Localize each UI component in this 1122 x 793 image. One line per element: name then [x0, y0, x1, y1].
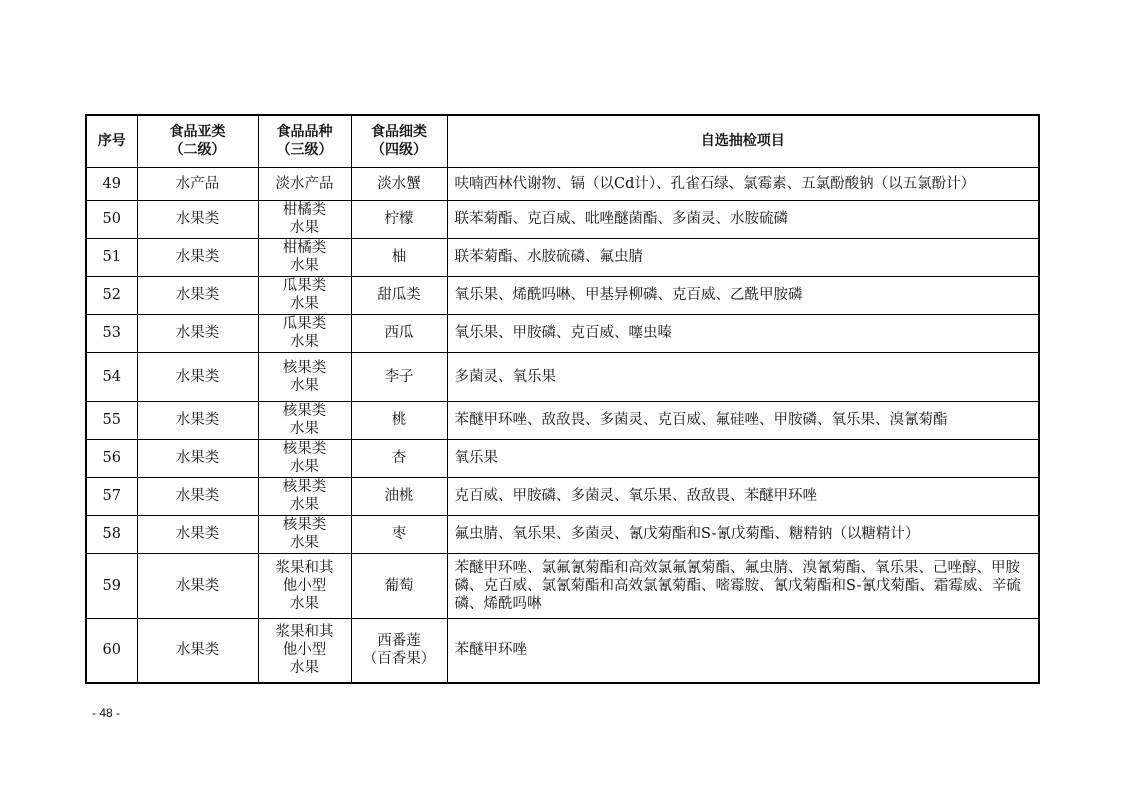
table-row [86, 477, 1039, 515]
cell-items: 苯醚甲环唑 [447, 618, 1039, 683]
cell-seq: 51 [86, 238, 137, 276]
variety-line: 核果类 [282, 517, 327, 533]
variety-line: 水果 [290, 421, 319, 437]
cell-items: 联苯菊酯、克百威、吡唑醚菌酯、多菌灵、水胺硫磷 [447, 200, 1039, 238]
fine-category-line: 甜瓜类 [377, 287, 421, 303]
fine-category-line: 西番莲 [377, 633, 421, 650]
table-row [86, 401, 1039, 439]
cell-variety [258, 276, 351, 314]
fine-category-line: 淡水蟹 [377, 175, 421, 192]
variety-line: 柑橘类 [282, 202, 327, 218]
page-number: - 48 - [92, 706, 121, 720]
header-seq: 序号 [86, 115, 137, 167]
header-fine-level: （四级） [371, 142, 427, 159]
variety-line: 水果 [290, 660, 319, 677]
cell-subcategory: 水果类 [137, 477, 258, 515]
header-subcategory [137, 115, 258, 167]
variety-line: 瓜果类 [282, 278, 327, 294]
cell-fine-category [351, 553, 447, 618]
fine-category-line: 桃 [391, 412, 407, 428]
cell-fine-category [351, 515, 447, 553]
cell-fine-category [351, 238, 447, 276]
variety-line: 淡水产品 [275, 175, 334, 192]
cell-fine-category [351, 167, 447, 200]
variety-line: 核果类 [282, 359, 327, 376]
cell-items: 苯醚甲环唑、敌敌畏、多菌灵、克百威、氟硅唑、甲胺磷、氧乐果、溴氰菊酯 [447, 401, 1039, 439]
cell-fine-category [351, 200, 447, 238]
cell-fine-category [351, 352, 447, 401]
variety-line: 水果 [290, 595, 319, 612]
variety-line: 浆果和其 [275, 559, 334, 576]
variety-line: 水果 [290, 459, 319, 475]
header-variety [258, 115, 351, 167]
table-row [86, 314, 1039, 352]
table-row [86, 167, 1039, 200]
cell-subcategory: 水果类 [137, 200, 258, 238]
cell-seq: 57 [86, 477, 137, 515]
fine-category-line: 杏 [391, 450, 407, 466]
cell-items: 呋喃西林代谢物、镉（以Cd计）、孔雀石绿、氯霉素、五氯酚酸钠（以五氯酚计） [447, 167, 1039, 200]
variety-line: 核果类 [282, 441, 327, 457]
variety-line: 水果 [290, 334, 319, 350]
cell-subcategory: 水果类 [137, 314, 258, 352]
cell-variety [258, 477, 351, 515]
fine-category-line: （百香果） [362, 651, 436, 668]
cell-seq: 49 [86, 167, 137, 200]
table-row [86, 200, 1039, 238]
cell-items: 苯醚甲环唑、氯氟氰菊酯和高效氯氟氰菊酯、氟虫腈、溴氰菊酯、氧乐果、己唑醇、甲胺磷、克百威、氯氰菊酯和高效氯氰菊酯、嘧霉胺、氰戊菊酯和S-氰戊菊酯、霜霉威、辛硫磷、烯酰吗啉 [447, 553, 1039, 618]
cell-variety [258, 618, 351, 683]
header-variety-label: 食品品种 [276, 124, 333, 141]
inspection-table [85, 114, 1040, 684]
cell-seq: 53 [86, 314, 137, 352]
cell-subcategory: 水果类 [137, 515, 258, 553]
cell-variety [258, 238, 351, 276]
cell-fine-category [351, 618, 447, 683]
header-fine-label: 食品细类 [371, 124, 427, 141]
cell-variety [258, 439, 351, 477]
header-subcategory-label: 食品亚类 [169, 124, 226, 141]
table-row [86, 352, 1039, 401]
table-body [86, 167, 1039, 683]
variety-line: 水果 [290, 258, 319, 274]
cell-variety [258, 515, 351, 553]
table-row [86, 276, 1039, 314]
variety-line: 他小型 [282, 577, 327, 594]
variety-line: 他小型 [282, 642, 327, 659]
cell-fine-category [351, 439, 447, 477]
variety-line: 水果 [290, 535, 319, 551]
cell-fine-category [351, 401, 447, 439]
variety-line: 水果 [290, 377, 319, 394]
table-row [86, 618, 1039, 683]
cell-seq: 54 [86, 352, 137, 401]
cell-variety [258, 200, 351, 238]
cell-subcategory: 水果类 [137, 439, 258, 477]
header-variety-level: （三级） [276, 142, 333, 159]
cell-subcategory: 水果类 [137, 276, 258, 314]
variety-line: 瓜果类 [282, 316, 327, 332]
cell-fine-category [351, 276, 447, 314]
cell-variety [258, 401, 351, 439]
cell-items: 氧乐果、甲胺磷、克百威、噻虫嗪 [447, 314, 1039, 352]
fine-category-line: 柠檬 [384, 211, 414, 227]
cell-seq: 60 [86, 618, 137, 683]
cell-seq: 58 [86, 515, 137, 553]
cell-seq: 50 [86, 200, 137, 238]
fine-category-line: 葡萄 [384, 577, 414, 594]
cell-subcategory: 水果类 [137, 352, 258, 401]
header-fine-category [351, 115, 447, 167]
cell-subcategory: 水产品 [137, 167, 258, 200]
variety-line: 水果 [290, 497, 319, 513]
variety-line: 浆果和其 [275, 624, 334, 641]
variety-line: 水果 [290, 296, 319, 312]
variety-line: 核果类 [282, 479, 327, 495]
header-subcategory-level: （二级） [169, 142, 226, 159]
fine-category-line: 李子 [384, 368, 414, 385]
fine-category-line: 柚 [391, 249, 407, 265]
cell-subcategory: 水果类 [137, 401, 258, 439]
cell-items: 氧乐果 [447, 439, 1039, 477]
cell-variety [258, 167, 351, 200]
table-row [86, 238, 1039, 276]
table-row [86, 515, 1039, 553]
cell-seq: 59 [86, 553, 137, 618]
cell-variety [258, 352, 351, 401]
header-items: 自选抽检项目 [447, 115, 1039, 167]
variety-line: 核果类 [282, 403, 327, 419]
cell-items: 氟虫腈、氧乐果、多菌灵、氰戊菊酯和S-氰戊菊酯、糖精钠（以糖精计） [447, 515, 1039, 553]
cell-subcategory: 水果类 [137, 553, 258, 618]
header-row [86, 115, 1039, 167]
variety-line: 水果 [290, 220, 319, 236]
cell-seq: 55 [86, 401, 137, 439]
cell-subcategory: 水果类 [137, 618, 258, 683]
cell-subcategory: 水果类 [137, 238, 258, 276]
table-row [86, 553, 1039, 618]
table-row [86, 439, 1039, 477]
cell-variety [258, 314, 351, 352]
cell-seq: 56 [86, 439, 137, 477]
cell-seq: 52 [86, 276, 137, 314]
cell-items: 氧乐果、烯酰吗啉、甲基异柳磷、克百威、乙酰甲胺磷 [447, 276, 1039, 314]
cell-fine-category [351, 477, 447, 515]
variety-line: 柑橘类 [282, 240, 327, 256]
cell-items: 克百威、甲胺磷、多菌灵、氧乐果、敌敌畏、苯醚甲环唑 [447, 477, 1039, 515]
cell-variety [258, 553, 351, 618]
cell-items: 多菌灵、氧乐果 [447, 352, 1039, 401]
fine-category-line: 油桃 [384, 488, 414, 504]
fine-category-line: 西瓜 [384, 325, 414, 341]
fine-category-line: 枣 [391, 526, 407, 542]
cell-fine-category [351, 314, 447, 352]
cell-items: 联苯菊酯、水胺硫磷、氟虫腈 [447, 238, 1039, 276]
